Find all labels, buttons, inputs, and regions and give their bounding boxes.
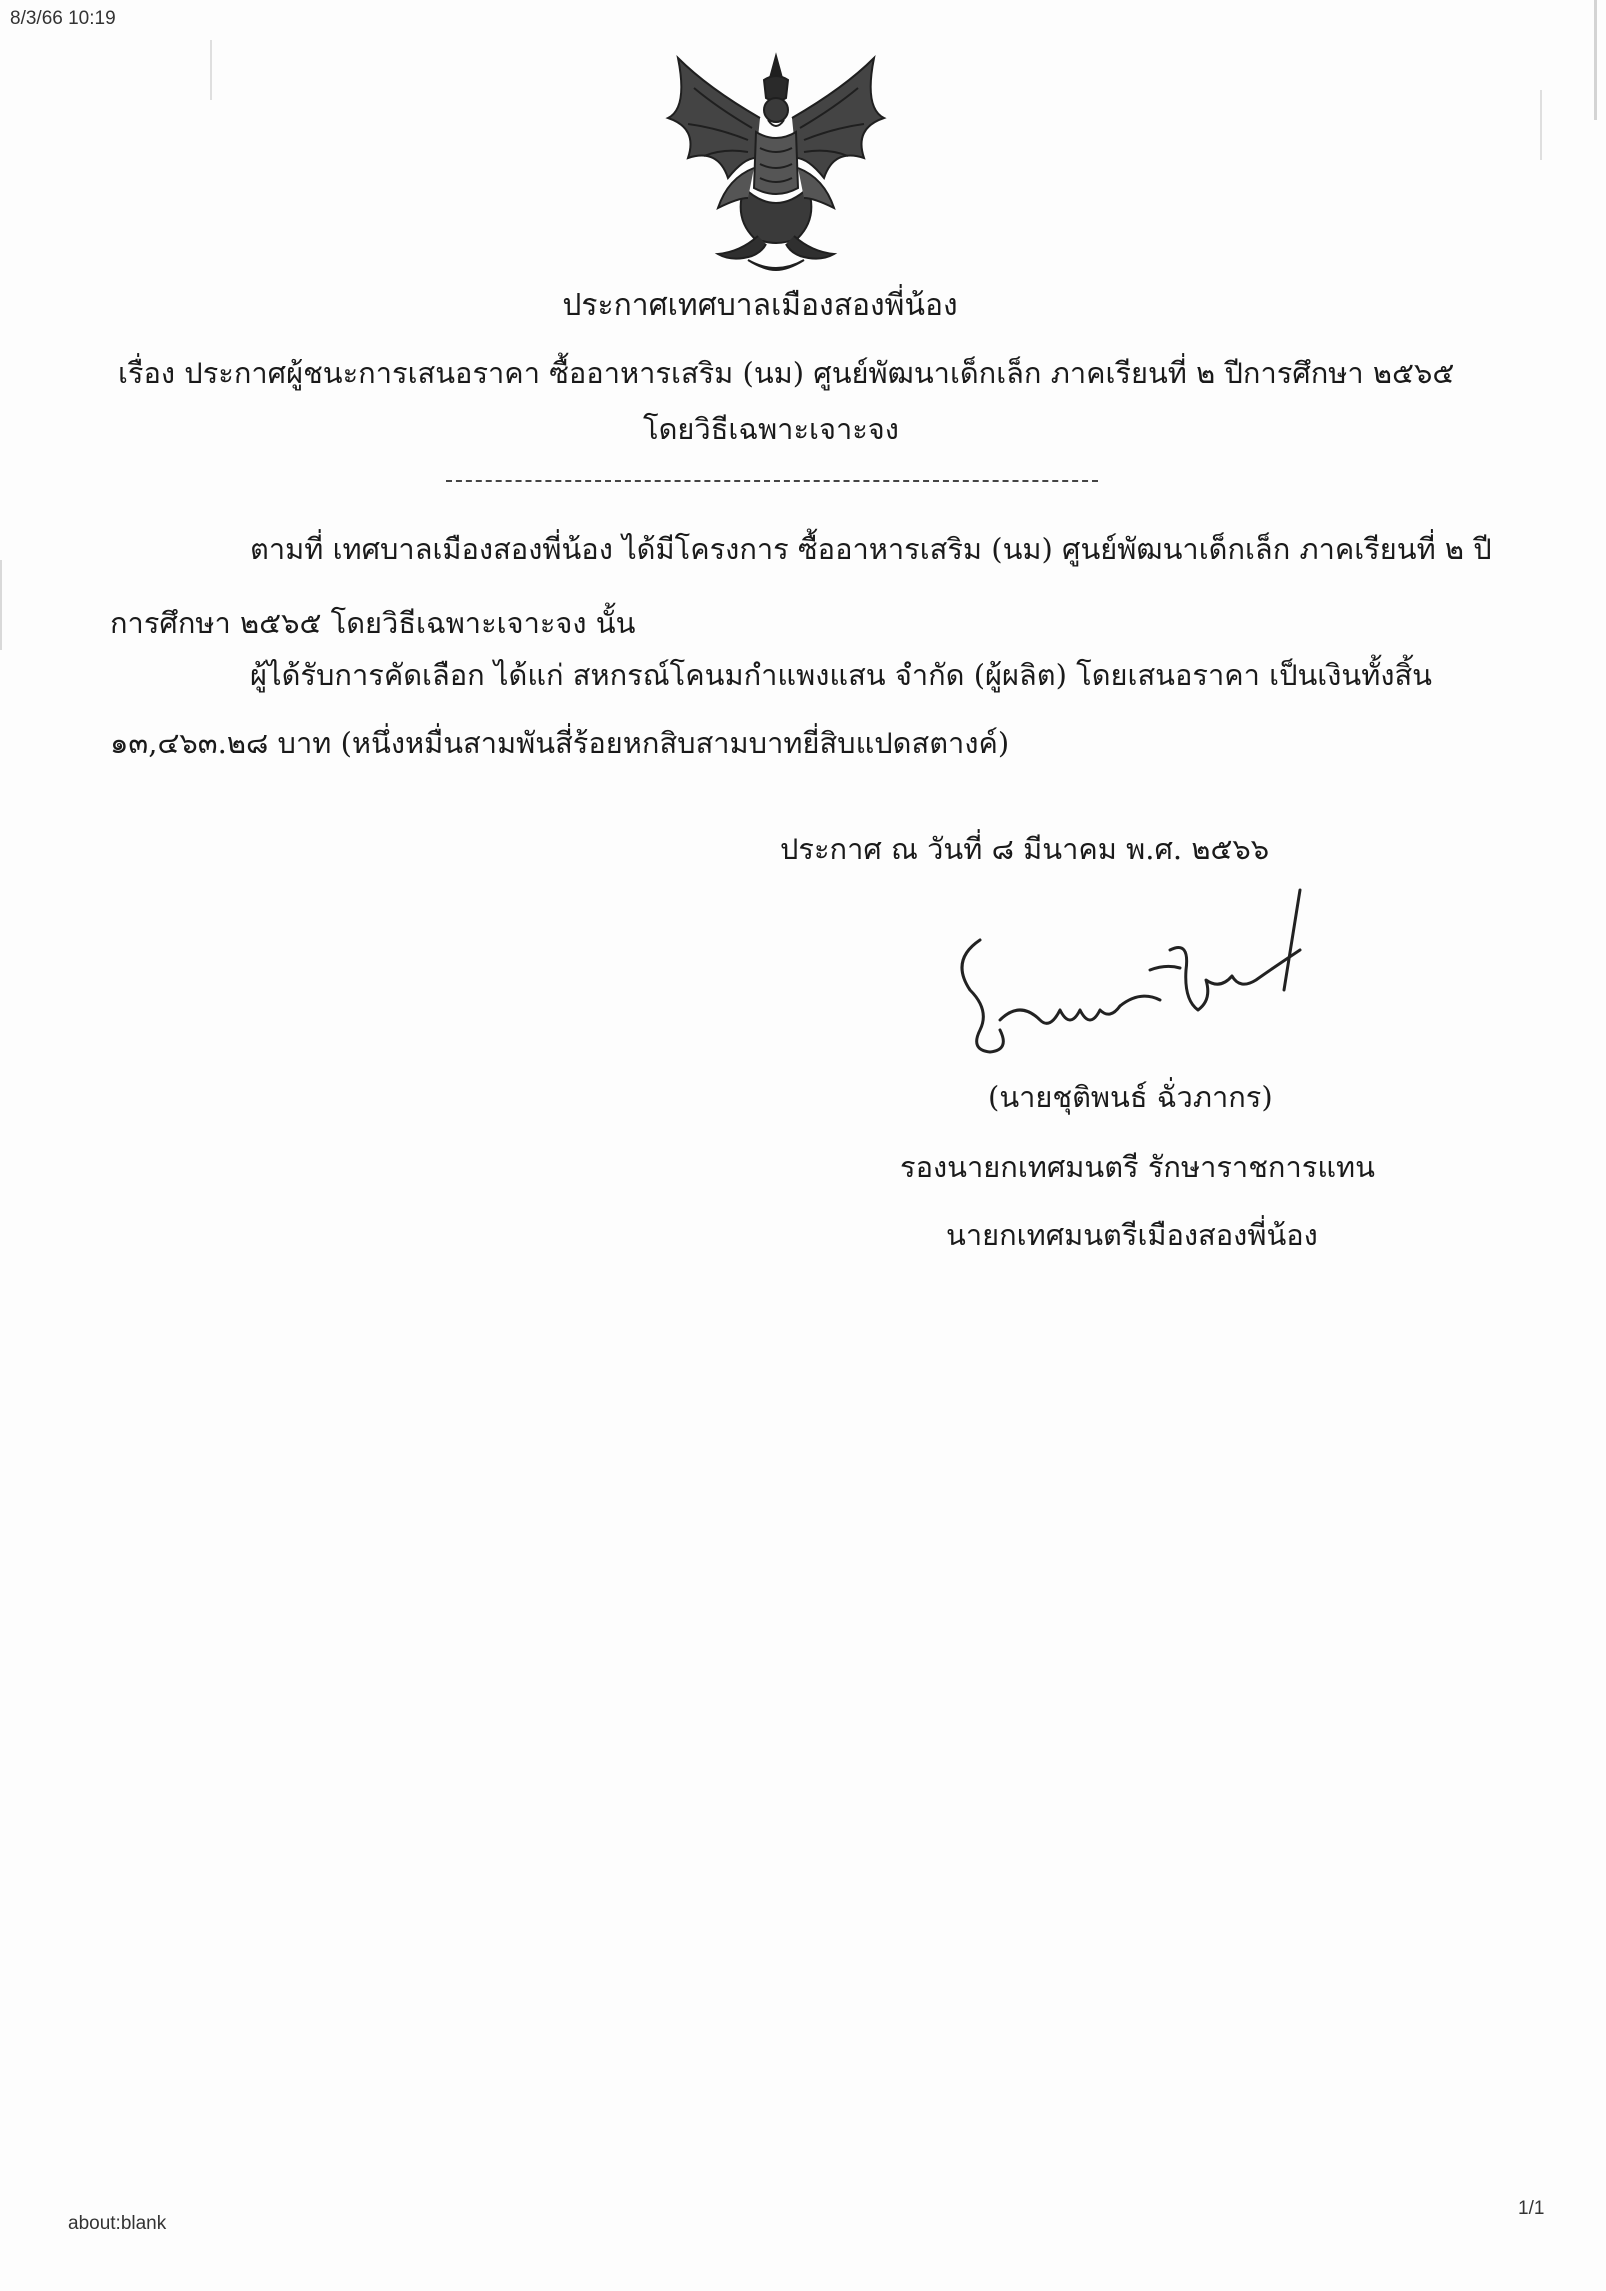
body-paragraph-2: ผู้ได้รับการคัดเลือก ได้แก่ สหกรณ์โคนมกำแพงแสน จำกัด (ผู้ผลิต) โดยเสนอราคา เป็นเงินทั้งสิ้น — [250, 658, 1433, 692]
announce-date: ประกาศ ณ วันที่ ๘ มีนาคม พ.ศ. ๒๕๖๖ — [780, 832, 1270, 866]
scan-noise — [210, 40, 212, 100]
body-paragraph-1: ตามที่ เทศบาลเมืองสองพี่น้อง ได้มีโครงการ ซื้ออาหารเสริม (นม) ศูนย์พัฒนาเด็กเล็ก ภาคเรียนที่ ๒ ปี — [250, 532, 1492, 566]
procurement-method: โดยวิธีเฉพาะเจาะจง — [643, 412, 899, 446]
garuda-emblem-icon — [648, 48, 904, 280]
body-paragraph-2-cont: ๑๓,๔๖๓.๒๘ บาท (หนึ่งหมื่นสามพันสี่ร้อยหกสิบสามบาทยี่สิบแปดสตางค์) — [110, 726, 1010, 760]
print-page-count: 1/1 — [1518, 2198, 1545, 2219]
print-datetime: 8/3/66 10:19 — [10, 8, 116, 29]
body-paragraph-1-cont: การศึกษา ๒๕๖๕ โดยวิธีเฉพาะเจาะจง นั้น — [110, 606, 636, 640]
signer-position-line-2: นายกเทศมนตรีเมืองสองพี่น้อง — [946, 1218, 1318, 1252]
signer-name: (นายชุติพนธ์ ฉั่วภากร) — [988, 1080, 1273, 1114]
scan-noise — [0, 560, 2, 650]
scan-noise — [1594, 0, 1597, 120]
dashed-separator — [446, 480, 1098, 482]
document-title: ประกาศเทศบาลเมืองสองพี่น้อง — [562, 288, 958, 323]
print-url: about:blank — [68, 2213, 167, 2234]
document-subject: เรื่อง ประกาศผู้ชนะการเสนอราคา ซื้ออาหารเสริม (นม) ศูนย์พัฒนาเด็กเล็ก ภาคเรียนที่ ๒ ปีการศึกษา ๒๕๖๕ — [118, 356, 1455, 390]
signer-position-line-1: รองนายกเทศมนตรี รักษาราชการแทน — [900, 1150, 1375, 1184]
handwritten-signature — [940, 880, 1340, 1070]
scan-noise — [1540, 90, 1542, 160]
